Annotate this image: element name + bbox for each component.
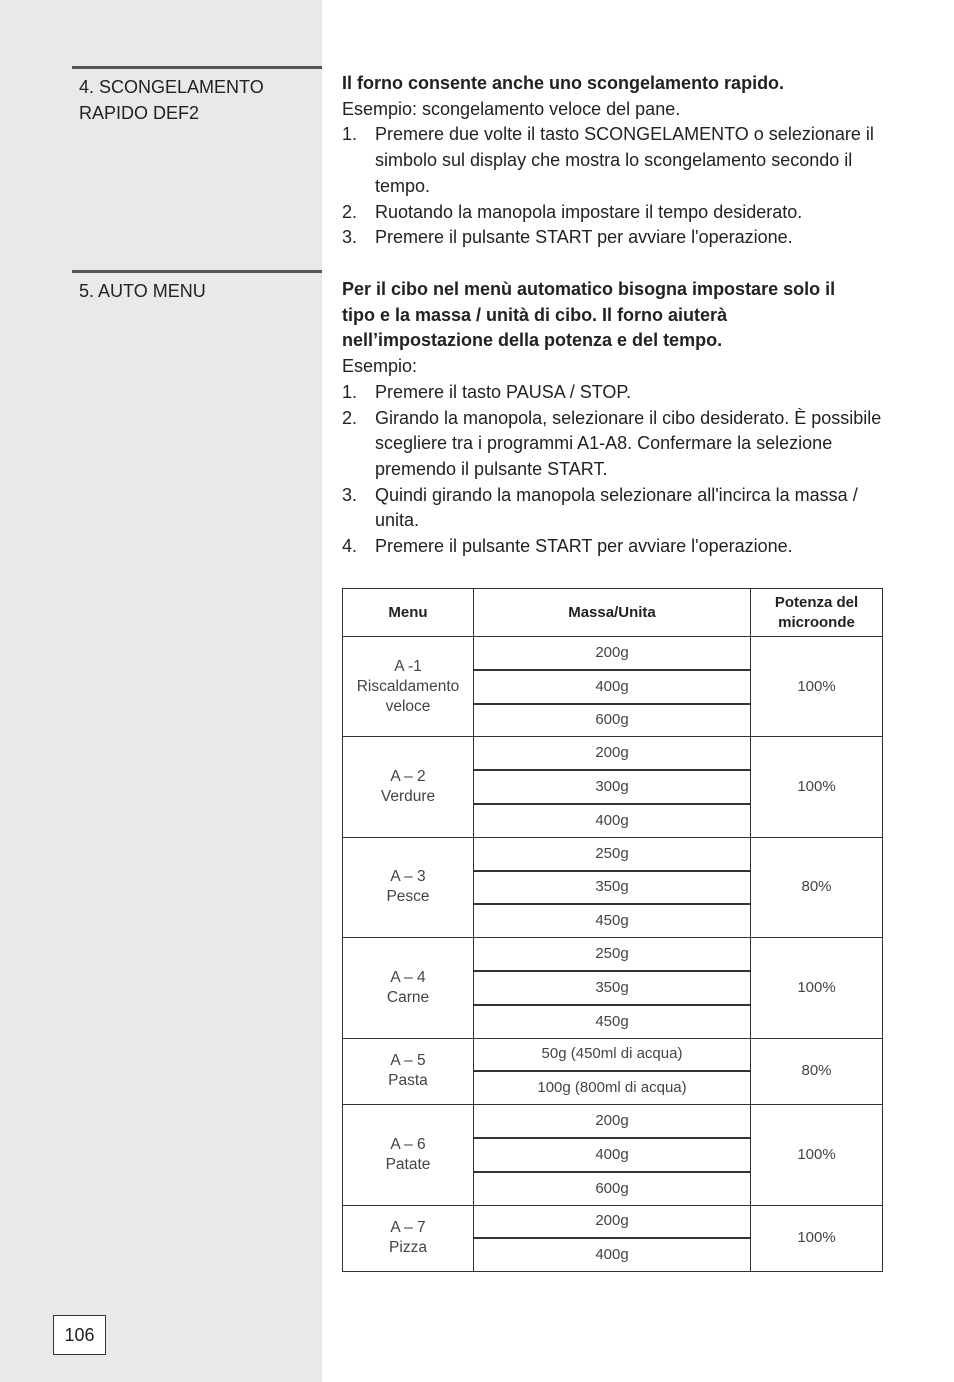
step-text: Ruotando la manopola impostare il tempo desiderato. [375,201,803,222]
step-number: 1. [342,381,358,402]
mass-cell: 250g [474,837,751,870]
section-4-lead: Il forno consente anche uno scongelamento rapido. [342,73,785,93]
menu-cell: A – 2 Verdure [343,737,474,837]
power-cell: 100% [751,1205,883,1272]
mass-cell: 600g [474,704,751,737]
power-cell: 100% [751,737,883,837]
step-text: Premere il tasto PAUSA / STOP. [375,381,632,402]
step-number: 4. [342,536,358,557]
table-row [343,1205,883,1238]
list-item [342,534,902,560]
section-4-heading: 4. SCONGELAMENTO RAPIDO DEF2 [72,66,322,126]
table-row [343,938,883,971]
table-row [343,1038,883,1071]
list-item [342,225,902,251]
header-power: Potenza del microonde [751,589,883,637]
sidebar-background [0,0,322,1382]
section-5-body [342,277,902,560]
header-menu: Menu [343,589,474,637]
power-cell: 100% [751,1105,883,1205]
step-text: Premere due volte il tasto SCONGELAMENTO o selezionare il simbolo sul display che mostra lo scongelamento secondo il tempo. [375,124,874,196]
section-5-heading: 5. AUTO MENU [72,270,322,304]
table-row [343,737,883,770]
menu-cell: A – 7 Pizza [343,1205,474,1272]
power-cell: 80% [751,1038,883,1105]
table-row [343,837,883,870]
step-number: 2. [342,201,358,222]
step-number: 1. [342,124,358,145]
mass-cell: 200g [474,737,751,770]
mass-cell: 200g [474,637,751,670]
mass-cell: 350g [474,971,751,1005]
step-text: Girando la manopola, selezionare il cibo desiderato. È possibile scegliere tra i programmi A1-A8. Confermare la selezione premendo il pulsante START. [375,407,882,479]
mass-cell: 350g [474,871,751,905]
mass-cell: 200g [474,1205,751,1238]
header-mass: Massa/Unita [474,589,751,637]
section-4-steps [342,122,902,251]
power-cell: 100% [751,938,883,1038]
step-text: Premere il pulsante START per avviare l'operazione. [375,227,793,248]
section-5-lead: Per il cibo nel menù automatico bisogna impostare solo il tipo e la massa / unità di cibo. Il forno aiuterà nell’impostazione della potenza e del tempo. [342,279,836,351]
table-row [343,1105,883,1138]
step-number: 3. [342,484,358,505]
mass-cell: 250g [474,938,751,971]
menu-cell: A – 5 Pasta [343,1038,474,1105]
list-item [342,380,902,406]
section-5-intro: Esempio: [342,356,418,377]
mass-cell: 200g [474,1105,751,1138]
menu-cell: A -1 Riscaldamento veloce [343,637,474,737]
power-cell: 100% [751,637,883,737]
mass-cell: 400g [474,1138,751,1172]
mass-cell: 300g [474,770,751,804]
mass-cell: 450g [474,904,751,937]
mass-cell: 450g [474,1005,751,1038]
mass-cell: 600g [474,1172,751,1205]
list-item [342,200,902,226]
list-item [342,483,902,534]
step-text: Quindi girando la manopola selezionare all'incirca la massa / unita. [375,484,858,531]
mass-cell: 400g [474,670,751,704]
mass-cell: 400g [474,1238,751,1271]
page-number: 106 [53,1315,106,1355]
menu-cell: A – 6 Patate [343,1105,474,1205]
mass-cell: 50g (450ml di acqua) [474,1038,751,1071]
auto-menu-table [342,588,883,1272]
step-text: Premere il pulsante START per avviare l'operazione. [375,536,793,557]
menu-cell: A – 4 Carne [343,938,474,1038]
mass-cell: 100g (800ml di acqua) [474,1071,751,1104]
section-4-body [342,71,902,251]
list-item [342,122,902,199]
list-item [342,406,902,483]
menu-cell: A – 3 Pesce [343,837,474,937]
power-cell: 80% [751,837,883,937]
step-number: 2. [342,407,358,428]
section-4-intro: Esempio: scongelamento veloce del pane. [342,98,681,119]
step-number: 3. [342,227,358,248]
mass-cell: 400g [474,804,751,837]
table-header-row [343,589,883,637]
table-row [343,637,883,670]
section-5-steps [342,380,902,560]
